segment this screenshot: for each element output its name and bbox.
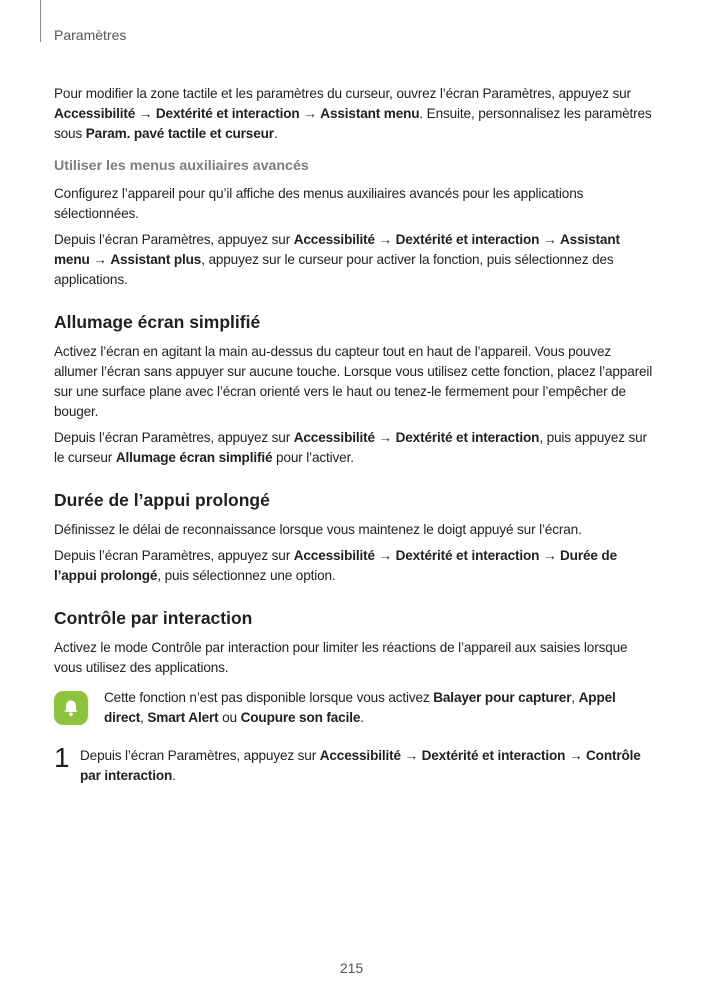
- bold-term: Dextérité et interaction: [395, 548, 540, 563]
- bold-term: Dextérité et interaction: [395, 232, 540, 247]
- allumage-description: [54, 342, 654, 422]
- intro-paragraph: [54, 84, 654, 144]
- note-text: [104, 688, 654, 728]
- text-run: →: [539, 232, 561, 247]
- text-run: .: [172, 768, 176, 783]
- text-run: .: [360, 710, 364, 725]
- aux-menus-instructions: [54, 230, 654, 290]
- step-1: [54, 744, 654, 786]
- bold-term: Assistant menu: [320, 106, 420, 121]
- text-run: .: [273, 126, 278, 141]
- allumage-instructions: [54, 428, 654, 468]
- subheading-aux-menus: Utiliser les menus auxiliaires avancés: [54, 158, 309, 174]
- bold-term: Durée de l’appui prolongé: [54, 548, 617, 583]
- text-run: ,: [571, 690, 579, 705]
- margin-rule: [40, 0, 41, 42]
- text-run: →: [400, 748, 422, 763]
- bell-icon: [54, 691, 88, 725]
- text-run: Activez le mode Contrôle par interaction pour limiter les réactions de l’appareil aux saisies lorsque vous utilisez des applications.: [54, 640, 628, 675]
- text-run: Depuis l’écran Paramètres, appuyez sur: [54, 430, 294, 445]
- step-text: [80, 746, 654, 786]
- text-run: Définissez le délai de reconnaissance lorsque vous maintenez le doigt appuyé sur l’écran.: [54, 522, 582, 537]
- bold-term: Appel direct: [104, 690, 616, 725]
- bold-term: Accessibilité: [293, 232, 375, 247]
- bold-term: Dextérité et interaction: [155, 106, 300, 121]
- heading-controle: Contrôle par interaction: [54, 608, 253, 628]
- text-run: Depuis l’écran Paramètres, appuyez sur: [54, 232, 294, 247]
- text-run: →: [374, 430, 396, 445]
- bold-term: Dextérité et interaction: [421, 748, 566, 763]
- bold-term: Smart Alert: [147, 710, 219, 725]
- bold-term: Contrôle par interaction: [80, 748, 641, 783]
- step-number: 1: [54, 742, 70, 773]
- text-run: →: [135, 106, 156, 121]
- text-run: pour l’activer.: [272, 450, 354, 465]
- bold-term: Accessibilité: [319, 748, 401, 763]
- bold-term: Allumage écran simplifié: [115, 450, 273, 465]
- text-run: →: [299, 106, 321, 121]
- text-run: ou: [218, 710, 241, 725]
- text-run: Pour modifier la zone tactile et les paramètres du curseur, ouvrez l’écran Paramètres, appuyez sur: [54, 86, 631, 101]
- bold-term: Param. pavé tactile et curseur: [85, 126, 274, 141]
- aux-menus-description: [54, 184, 654, 224]
- text-run: →: [539, 548, 561, 563]
- controle-description: [54, 638, 654, 678]
- bold-term: Coupure son facile: [240, 710, 361, 725]
- bold-term: Accessibilité: [54, 106, 136, 121]
- text-run: , puis sélectionnez une option.: [157, 568, 336, 583]
- text-run: →: [565, 748, 587, 763]
- note-box: [54, 688, 654, 728]
- bold-term: Assistant plus: [110, 252, 202, 267]
- text-run: , appuyez sur le curseur pour activer la fonction, puis sélectionnez des applications.: [54, 252, 614, 287]
- bold-term: Assistant menu: [54, 232, 620, 267]
- bold-term: Accessibilité: [293, 548, 375, 563]
- duree-instructions: [54, 546, 654, 586]
- text-run: →: [374, 548, 396, 563]
- text-run: →: [89, 252, 111, 267]
- text-run: Depuis l’écran Paramètres, appuyez sur: [80, 748, 320, 763]
- heading-allumage: Allumage écran simplifié: [54, 312, 261, 332]
- text-run: ,: [140, 710, 148, 725]
- duree-description: [54, 520, 654, 540]
- text-run: . Ensuite, personnalisez les paramètres sous: [54, 106, 652, 141]
- text-run: →: [374, 232, 396, 247]
- text-run: Activez l’écran en agitant la main au-dessus du capteur tout en haut de l’appareil. Vous pouvez allumer l’écran sans appuyer sur aucune touche. Lorsque vous utilisez cette fonction, placez l’appareil sur une surface plane avec l’écran orienté vers le haut ou tenez-le fermement pour l’empêcher de bouger.: [54, 344, 653, 419]
- bold-term: Dextérité et interaction: [395, 430, 540, 445]
- page-number: 215: [339, 960, 364, 976]
- section-header: Paramètres: [54, 27, 127, 43]
- heading-duree: Durée de l’appui prolongé: [54, 490, 270, 510]
- page-content: [54, 84, 654, 786]
- text-run: , puis appuyez sur le curseur: [54, 430, 647, 465]
- text-run: Depuis l’écran Paramètres, appuyez sur: [54, 548, 294, 563]
- text-run: Cette fonction n’est pas disponible lorsque vous activez: [104, 690, 434, 705]
- bold-term: Accessibilité: [293, 430, 375, 445]
- text-run: Configurez l’appareil pour qu’il affiche des menus auxiliaires avancés pour les applications sélectionnées.: [54, 186, 584, 221]
- bold-term: Balayer pour capturer: [433, 690, 572, 705]
